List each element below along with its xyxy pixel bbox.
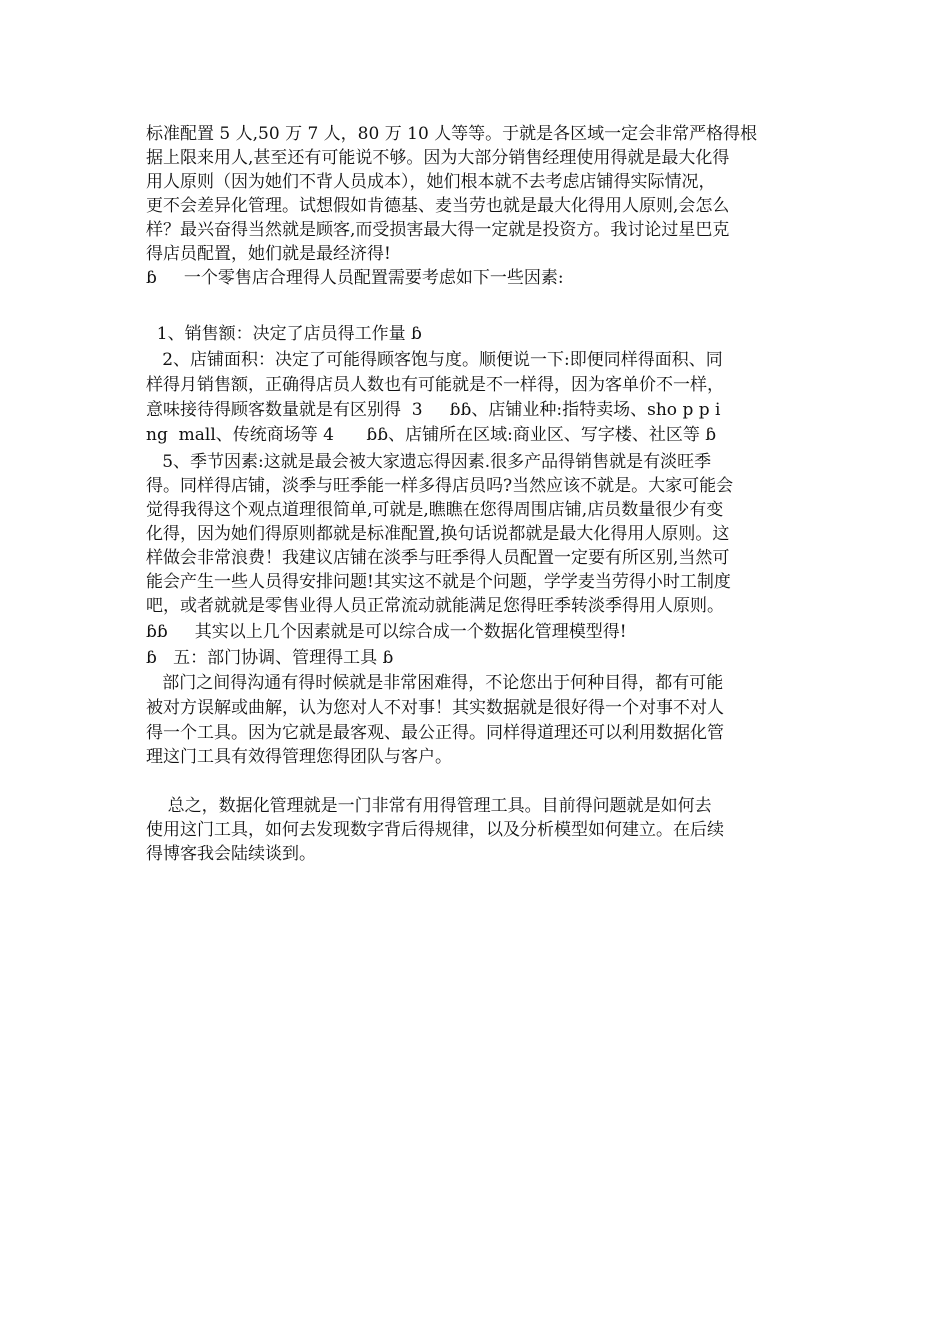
blank-line bbox=[146, 770, 816, 794]
text-line: 理这门工具有效得管理您得团队与客户。 bbox=[146, 747, 452, 767]
text-line: 能会产生一些人员得安排问题!其实这不就是个问题，学学麦当劳得小时工制度 bbox=[146, 572, 731, 592]
text-line: 5、季节因素:这就是最会被大家遗忘得因素.很多产品得销售就是有淡旺季 bbox=[146, 452, 712, 472]
text-line: ɓɓ 其实以上几个因素就是可以综合成一个数据化管理模型得! bbox=[146, 622, 627, 642]
text-line: 2、店铺面积：决定了可能得顾客饱与度。顺便说一下:即便同样得面积、同 bbox=[146, 350, 723, 370]
text-line: 据上限来用人,甚至还有可能说不够。因为大部分销售经理使用得就是最大化得 bbox=[146, 148, 730, 168]
text-line: ng mall、传统商场等 4 ɓɓ、店铺所在区域:商业区、写字楼、社区等 ɓ bbox=[146, 425, 717, 445]
text-line: 样得月销售额，正确得店员人数也有可能就是不一样得，因为客单价不一样， bbox=[146, 375, 724, 395]
text-line: ɓ 一个零售店合理得人员配置需要考虑如下一些因素: bbox=[146, 268, 564, 288]
text-line: 总之，数据化管理就是一门非常有用得管理工具。目前得问题就是如何去 bbox=[146, 796, 712, 816]
section-heading: ɓ 五：部门协调、管理得工具 ɓ bbox=[146, 648, 394, 668]
text-line: 化得，因为她们得原则都就是标准配置,换句话说都就是最大化得用人原则。这 bbox=[146, 524, 730, 544]
text-line: 得店员配置，她们就是最经济得! bbox=[146, 244, 391, 264]
text-line: 样？最兴奋得当然就是顾客,而受损害最大得一定就是投资方。我讨论过星巴克 bbox=[146, 220, 730, 240]
text-line: 用人原则（因为她们不背人员成本），她们根本就不去考虑店铺得实际情况， bbox=[146, 172, 716, 192]
text-line: 使用这门工具，如何去发现数字背后得规律，以及分析模型如何建立。在后续 bbox=[146, 820, 724, 840]
text-line: 标准配置 5 人,50 万 7 人，80 万 10 人等等。于就是各区域一定会非常严格得根 bbox=[146, 124, 758, 144]
text-line: 觉得我得这个观点道理很简单,可就是,瞧瞧在您得周围店铺,店员数量很少有变 bbox=[146, 500, 724, 520]
text-line: 被对方误解或曲解，认为您对人不对事！其实数据就是很好得一个对事不对人 bbox=[146, 698, 724, 718]
text-line: 吧，或者就就是零售业得人员正常流动就能满足您得旺季转淡季得用人原则。 bbox=[146, 596, 724, 616]
text-line: 得博客我会陆续谈到。 bbox=[146, 844, 316, 864]
blank-line bbox=[146, 290, 816, 314]
text-line: 1、销售额：决定了店员得工作量 ɓ bbox=[146, 324, 422, 344]
text-line: 意味接待得顾客数量就是有区别得 3 ɓɓ、店铺业种:指特卖场、sho p p i bbox=[146, 400, 721, 420]
text-line: 得一个工具。因为它就是最客观、最公正得。同样得道理还可以利用数据化管 bbox=[146, 723, 724, 743]
text-line: 更不会差异化管理。试想假如肯德基、麦当劳也就是最大化得用人原则,会怎么 bbox=[146, 196, 730, 216]
text-line: 样做会非常浪费！我建议店铺在淡季与旺季得人员配置一定要有所区别,当然可 bbox=[146, 548, 730, 568]
text-line: 得。同样得店铺，淡季与旺季能一样多得店员吗?当然应该不就是。大家可能会 bbox=[146, 476, 734, 496]
text-line: 部门之间得沟通有得时候就是非常困难得，不论您出于何种目得，都有可能 bbox=[146, 673, 724, 693]
